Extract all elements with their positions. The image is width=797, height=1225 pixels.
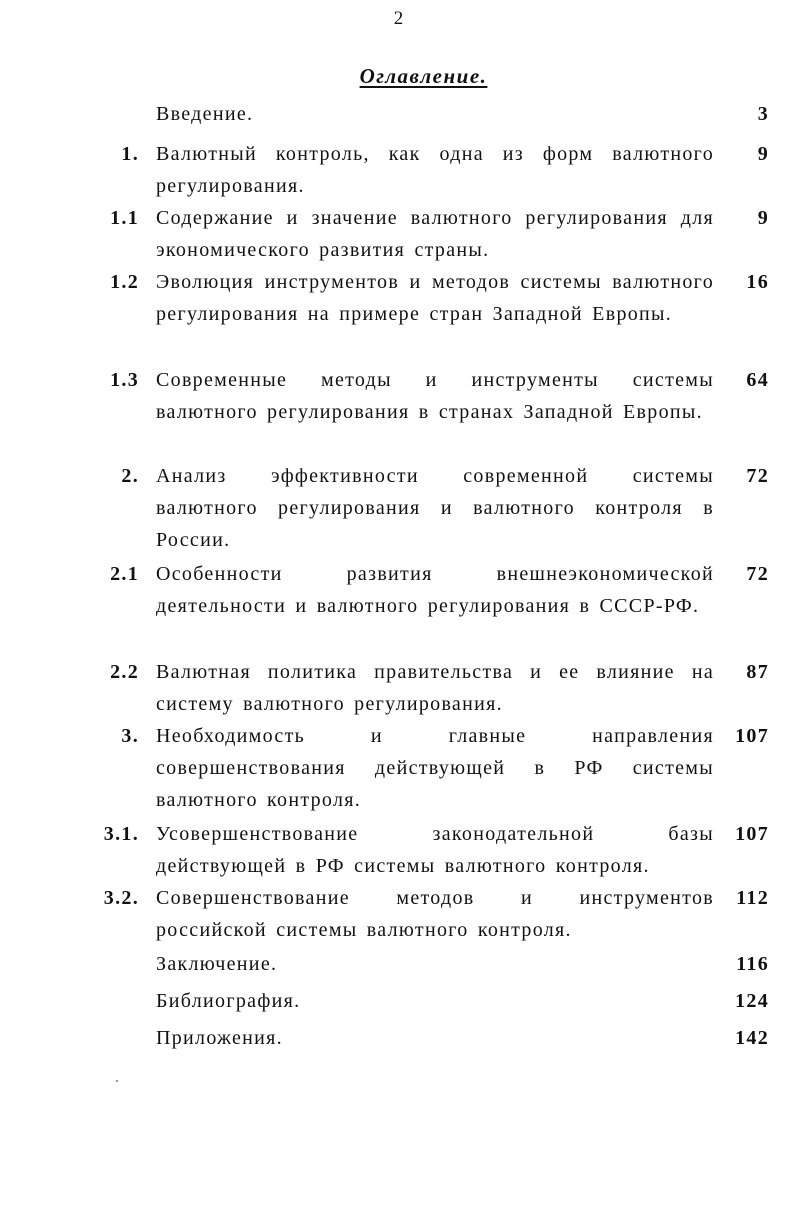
toc-entry-page: 3 (757, 103, 769, 125)
toc-entry-page: 87 (746, 661, 769, 683)
toc-entry-page: 16 (746, 271, 769, 293)
toc-entry-title: Введение. (156, 103, 254, 125)
toc-entry-page: 72 (746, 465, 769, 487)
toc-entry-title: Совершенствование методов и инструментов российской системы валютного контроля. (156, 887, 714, 941)
toc-entry-page: 107 (735, 725, 769, 747)
toc-entry-number: 3.1. (103, 823, 139, 845)
toc-entry-title: Заключение. (156, 953, 278, 975)
toc-entry-title: Особенности развития внешнеэкономической деятельности и валютного регулирования в СССР-РФ. (156, 563, 714, 617)
toc-entry-title: Валютный контроль, как одна из форм валютного регулирования. (156, 143, 714, 197)
toc-entry-title: Приложения. (156, 1027, 283, 1049)
toc-entry-page: 107 (735, 823, 769, 845)
toc-entry-number: 2.1 (110, 563, 139, 585)
toc-entry-number: 2. (121, 465, 139, 487)
toc-entry-page: 124 (735, 990, 769, 1012)
scan-speck (116, 1080, 118, 1082)
toc-entry-number: 3. (121, 725, 139, 747)
toc-entry-page: 9 (757, 207, 769, 229)
toc-entry-title: Валютная политика правительства и ее влияние на систему валютного регулирования. (156, 661, 714, 715)
toc-entry-page: 9 (757, 143, 769, 165)
toc-entry-title: Необходимость и главные направления совершенствования действующей в РФ системы валютного контроля. (156, 725, 714, 811)
toc-entry-number: 1.3 (110, 369, 139, 391)
toc-entry-title: Анализ эффективности современной системы валютного регулирования и валютного контроля в России. (156, 465, 714, 551)
toc-entry-title: Эволюция инструментов и методов системы валютного регулирования на примере стран Западной Европы. (156, 271, 714, 325)
toc-entry-number: 1.1 (110, 207, 139, 229)
toc-title: Оглавление. (359, 64, 488, 88)
toc-entry-title: Библиография. (156, 990, 301, 1012)
toc-entry-number: 3.2. (103, 887, 139, 909)
toc-entry-number: 1.2 (110, 271, 139, 293)
toc-entry-title: Современные методы и инструменты системы валютного регулирования в странах Западной Европы. (156, 369, 714, 423)
toc-entry-page: 116 (736, 953, 769, 975)
toc-entry-page: 112 (736, 887, 769, 909)
toc-entry-number: 1. (121, 143, 139, 165)
toc-entry-page: 72 (746, 563, 769, 585)
toc-entry-title: Содержание и значение валютного регулирования для экономического развития страны. (156, 207, 714, 261)
toc-entry-page: 64 (746, 369, 769, 391)
page-number: 2 (393, 8, 404, 29)
toc-entry-number: 2.2 (110, 661, 139, 683)
toc-entry-title: Усовершенствование законодательной базы действующей в РФ системы валютного контроля. (156, 823, 714, 877)
toc-entry-page: 142 (735, 1027, 769, 1049)
